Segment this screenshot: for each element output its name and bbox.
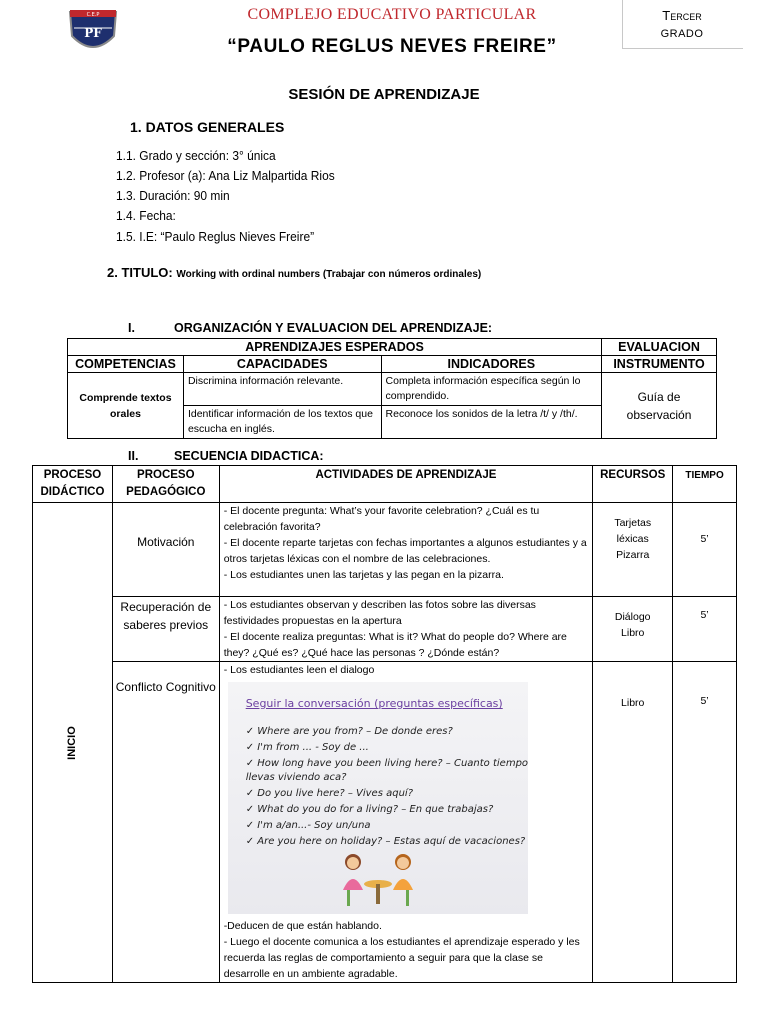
actividad-line: - El docente realiza preguntas: What is it? What do people do? Where are they? ¿Qué es? ¿Qué hace las personas ? ¿Dónde están? [223,631,567,659]
actividades-recuperacion [219,597,593,662]
session-title: SESIÓN DE APRENDIZAJE [288,86,480,103]
organizacion-table [67,338,717,439]
grade-line-1: Tercer [662,8,702,23]
col-actividades: ACTIVIDADES DE APRENDIZAJE [219,466,593,503]
two-people-talking-icon [333,850,423,910]
indicador-1: Completa información específica según lo comprendido. [381,373,602,406]
actividad-line: - Los estudiantes unen las tarjetas y las pegan en la pizarra. [223,569,504,581]
recurso-item: Libro [621,697,645,709]
seq-title [128,449,324,463]
actividad-line: - El docente reparte tarjetas con fechas importantes a algunos estudiantes y a otros tarjetas léxicas con el nombre de las celebraciones. [223,537,587,565]
seq-title-text: SECUENCIA DIDACTICA: [174,449,324,463]
logo-top-text: C.E.P [86,12,100,18]
datos-item-profesor: 1.2. Profesor (a): Ana Liz Malpartida Rios [116,168,335,183]
slide-line: ✓ Are you here on holiday? – Estas aquí de vacaciones? [245,836,526,847]
slide-line: ✓ I'm a/an...- Soy un/una [245,820,371,831]
recursos-motivacion [593,503,673,597]
actividades-conflicto [219,662,593,983]
recurso-item: Libro [621,627,645,639]
dialogue-picture [228,682,528,914]
grade-line-2: GRADO [660,28,704,40]
org-title [128,321,492,335]
org-title-text: ORGANIZACIÓN Y EVALUACION DEL APRENDIZAJE: [174,321,493,335]
col-indicadores: INDICADORES [381,356,602,373]
actividad-line: - Los estudiantes observan y describen las fotos sobre las diversas festividades propuestas en la apertura [223,599,536,627]
slide-line: ✓ Do you live here? – Vives aquí? [245,788,413,799]
secuencia-table [32,465,737,983]
titulo-text: Working with ordinal numbers (Trabajar con números ordinales) [176,269,482,280]
actividad-line: -Deducen de que están hablando. [223,920,382,932]
slide-line: llevas viviendo aca? [245,772,347,783]
titulo-label: 2. TITULO: [107,265,173,280]
slide-title: Seguir la conversación (preguntas específicas) [245,697,503,710]
competencia-cell: Comprende textos orales [68,373,184,439]
proceso-motivacion: Motivación [112,503,219,597]
slide-line: ✓ I'm from ... - Soy de ... [245,742,369,753]
slide-line: ✓ What do you do for a living? – En que trabajas? [245,804,494,815]
inicio-cell [33,503,113,983]
datos-item-grado: 1.1. Grado y sección: 3° única [116,148,276,163]
school-logo [64,6,122,58]
col-capacidades: CAPACIDADES [183,356,381,373]
seq-number: II. [128,449,139,463]
capacidad-2: Identificar información de los textos que escucha en inglés. [183,406,381,439]
datos-item-ie: 1.5. I.E: “Paulo Reglus Nieves Freire” [116,229,315,244]
actividad-line: - Los estudiantes leen el dialogo [223,664,375,676]
recursos-recuperacion [593,597,673,662]
col-proceso-didactico: PROCESO DIDÁCTICO [33,466,113,503]
recurso-item: léxicas [616,533,649,545]
tiempo-conflicto: 5’ [673,662,737,983]
inicio-label: INICIO [66,725,79,760]
actividad-line: - El docente pregunta: What’s your favorite celebration? ¿Cuál es tu celebración favorita? [223,505,540,533]
header-aprendizajes: APRENDIZAJES ESPERADOS [68,339,602,356]
tiempo-recuperacion: 5’ [673,597,737,662]
institution-name: “PAULO REGLUS NEVES FREIRE” [227,36,557,57]
instrumento-cell: Guía de observación [602,373,717,439]
proceso-recuperacion: Recuperación de saberes previos [112,597,219,662]
tiempo-motivacion: 5’ [673,503,737,597]
logo-initials: PF [84,26,102,40]
slide-line: ✓ Where are you from? – De donde eres? [245,726,453,737]
col-proceso-pedagogico: PROCESO PEDAGÓGICO [112,466,219,503]
datos-generales-title: 1. DATOS GENERALES [130,119,285,135]
col-competencias: COMPETENCIAS [68,356,184,373]
datos-item-fecha: 1.4. Fecha: [116,208,176,223]
titulo-line [107,265,481,280]
recursos-conflicto [593,662,673,983]
org-number: I. [128,321,135,335]
datos-item-duracion: 1.3. Duración: 90 min [116,188,230,203]
recurso-item: Diálogo [614,611,651,623]
capacidad-1: Discrimina información relevante. [183,373,381,406]
institution-top-line: COMPLEJO EDUCATIVO PARTICULAR [247,6,537,23]
col-instrumento: INSTRUMENTO [602,356,717,373]
indicador-2: Reconoce los sonidos de la letra /t/ y /th/. [381,406,602,439]
recurso-item: Tarjetas [614,517,652,529]
col-recursos: RECURSOS [593,466,673,503]
slide-line: ✓ How long have you been living here? – Cuanto tiempo [245,758,529,769]
recurso-item: Pizarra [616,549,650,561]
col-tiempo: TIEMPO [673,466,737,503]
actividades-motivacion [219,503,593,597]
actividad-line: - Luego el docente comunica a los estudiantes el aprendizaje esperado y les recuerda las reglas de comportamiento a seguir para que la clase se desarrolle en un ambiente agradable. [223,936,580,980]
header-evaluacion: EVALUACION [602,339,717,356]
proceso-conflicto: Conflicto Cognitivo [112,662,219,983]
